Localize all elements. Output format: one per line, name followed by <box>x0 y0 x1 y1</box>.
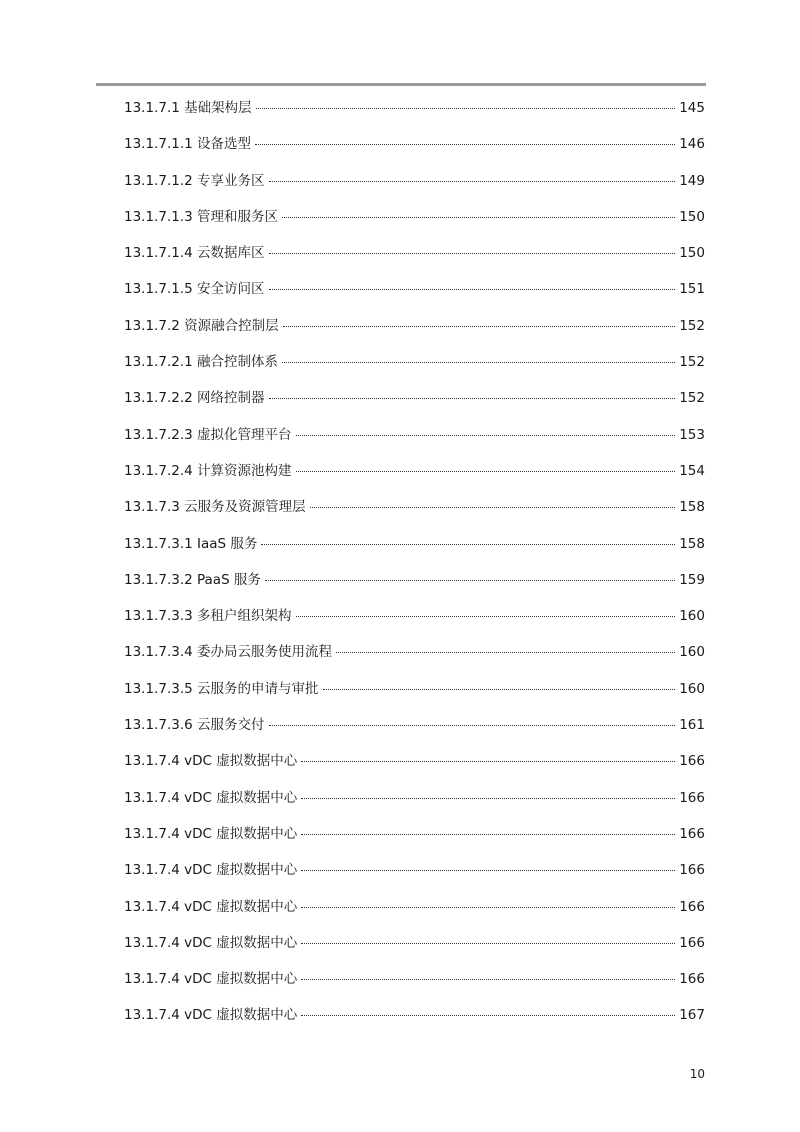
toc-entry[interactable] <box>124 352 705 388</box>
toc-entry-page-number[interactable]: 152 <box>679 390 705 407</box>
toc-entry-page-number[interactable]: 150 <box>679 245 705 262</box>
toc-entry-page-number[interactable]: 159 <box>679 571 705 588</box>
toc-dot-leader <box>256 107 676 109</box>
toc-entry[interactable] <box>124 606 705 642</box>
toc-entry-page-number[interactable]: 167 <box>679 1007 705 1024</box>
toc-entry-page-number[interactable]: 160 <box>679 680 705 697</box>
toc-entry-page-number[interactable]: 160 <box>679 644 705 661</box>
toc-entry-page-number[interactable]: 166 <box>679 825 705 842</box>
toc-entry-title[interactable]: 13.1.7.4 vDC 虚拟数据中心 <box>124 898 298 915</box>
toc-dot-leader <box>282 216 675 218</box>
toc-entry[interactable] <box>124 969 705 1005</box>
toc-entry-title[interactable]: 13.1.7.1 基础架构层 <box>124 100 252 116</box>
toc-entry-title[interactable]: 13.1.7.1.2 专享业务区 <box>124 172 265 189</box>
header-rule <box>96 83 706 86</box>
toc-entry-page-number[interactable]: 152 <box>679 317 705 334</box>
toc-entry[interactable] <box>124 788 705 824</box>
toc-dot-leader <box>301 978 675 980</box>
toc-entry[interactable] <box>124 860 705 896</box>
toc-entry-title[interactable]: 13.1.7.4 vDC 虚拟数据中心 <box>124 862 298 879</box>
toc-entry-title[interactable]: 13.1.7.4 vDC 虚拟数据中心 <box>124 934 298 951</box>
toc-entry-title[interactable]: 13.1.7.3 云服务及资源管理层 <box>124 499 306 516</box>
toc-entry[interactable] <box>124 207 705 243</box>
toc-entry-page-number[interactable]: 151 <box>679 281 705 298</box>
toc-entry-title[interactable]: 13.1.7.2.1 融合控制体系 <box>124 354 278 371</box>
toc-entry-title[interactable]: 13.1.7.3.4 委办局云服务使用流程 <box>124 644 332 661</box>
toc-entry[interactable] <box>124 243 705 279</box>
toc-dot-leader <box>301 797 675 799</box>
toc-entry-page-number[interactable]: 145 <box>679 100 705 116</box>
toc-dot-leader <box>282 361 675 363</box>
toc-entry[interactable] <box>124 279 705 315</box>
toc-entry-title[interactable]: 13.1.7.4 vDC 虚拟数据中心 <box>124 1007 298 1024</box>
toc-entry-title[interactable]: 13.1.7.3.1 IaaS 服务 <box>124 535 258 552</box>
toc-entry-page-number[interactable]: 146 <box>679 136 705 153</box>
toc-dot-leader <box>301 833 675 835</box>
toc-entry-title[interactable]: 13.1.7.3.3 多租户组织架构 <box>124 608 292 625</box>
toc-entry-page-number[interactable]: 152 <box>679 354 705 371</box>
toc-entry-page-number[interactable]: 158 <box>679 499 705 516</box>
toc-dot-leader <box>269 288 676 290</box>
toc-entry-title[interactable]: 13.1.7.1.4 云数据库区 <box>124 245 265 262</box>
toc-entry-page-number[interactable]: 160 <box>679 608 705 625</box>
toc-entry[interactable] <box>124 171 705 207</box>
toc-entry[interactable] <box>124 497 705 533</box>
toc-entry[interactable] <box>124 933 705 969</box>
toc-dot-leader <box>283 325 676 327</box>
toc-entry[interactable] <box>124 824 705 860</box>
toc-entry-title[interactable]: 13.1.7.3.2 PaaS 服务 <box>124 571 261 588</box>
toc-entry-title[interactable]: 13.1.7.4 vDC 虚拟数据中心 <box>124 753 298 770</box>
toc-dot-leader <box>269 397 676 399</box>
table-of-contents <box>124 98 705 1042</box>
toc-dot-leader <box>310 506 676 508</box>
toc-dot-leader <box>296 434 676 436</box>
toc-entry-title[interactable]: 13.1.7.3.5 云服务的申请与审批 <box>124 680 319 697</box>
toc-dot-leader <box>296 470 676 472</box>
toc-entry[interactable] <box>124 316 705 352</box>
toc-entry-title[interactable]: 13.1.7.2.3 虚拟化管理平台 <box>124 426 292 443</box>
toc-entry[interactable] <box>124 897 705 933</box>
toc-entry[interactable] <box>124 715 705 751</box>
toc-entry-page-number[interactable]: 166 <box>679 789 705 806</box>
toc-entry-page-number[interactable]: 166 <box>679 934 705 951</box>
toc-entry[interactable] <box>124 388 705 424</box>
toc-entry-page-number[interactable]: 150 <box>679 208 705 225</box>
toc-entry-title[interactable]: 13.1.7.1.5 安全访问区 <box>124 281 265 298</box>
toc-entry-page-number[interactable]: 166 <box>679 753 705 770</box>
toc-entry[interactable] <box>124 134 705 170</box>
toc-entry[interactable] <box>124 1005 705 1041</box>
toc-entry-title[interactable]: 13.1.7.2.2 网络控制器 <box>124 390 265 407</box>
toc-entry-title[interactable]: 13.1.7.2.4 计算资源池构建 <box>124 462 292 479</box>
toc-entry-page-number[interactable]: 154 <box>679 462 705 479</box>
toc-entry[interactable] <box>124 425 705 461</box>
toc-dot-leader <box>269 724 676 726</box>
toc-entry[interactable] <box>124 98 705 134</box>
toc-entry-page-number[interactable]: 153 <box>679 426 705 443</box>
toc-entry-title[interactable]: 13.1.7.4 vDC 虚拟数据中心 <box>124 825 298 842</box>
toc-dot-leader <box>301 760 675 762</box>
toc-entry-page-number[interactable]: 158 <box>679 535 705 552</box>
toc-entry[interactable] <box>124 642 705 678</box>
toc-entry-title[interactable]: 13.1.7.2 资源融合控制层 <box>124 317 279 334</box>
toc-dot-leader <box>265 579 675 581</box>
toc-entry-page-number[interactable]: 149 <box>679 172 705 189</box>
toc-dot-leader <box>301 906 675 908</box>
toc-dot-leader <box>301 869 675 871</box>
toc-entry-page-number[interactable]: 166 <box>679 862 705 879</box>
toc-dot-leader <box>296 615 676 617</box>
toc-dot-leader <box>269 180 676 182</box>
toc-entry-page-number[interactable]: 166 <box>679 898 705 915</box>
toc-entry-title[interactable]: 13.1.7.3.6 云服务交付 <box>124 717 265 734</box>
toc-entry-title[interactable]: 13.1.7.4 vDC 虚拟数据中心 <box>124 789 298 806</box>
toc-dot-leader <box>301 942 675 944</box>
toc-entry[interactable] <box>124 534 705 570</box>
toc-entry[interactable] <box>124 751 705 787</box>
toc-entry[interactable] <box>124 570 705 606</box>
toc-entry-title[interactable]: 13.1.7.1.3 管理和服务区 <box>124 208 278 225</box>
toc-dot-leader <box>336 651 675 653</box>
toc-dot-leader <box>255 143 675 145</box>
toc-dot-leader <box>269 252 676 254</box>
page-number: 10 <box>689 1067 705 1081</box>
toc-entry[interactable] <box>124 679 705 715</box>
toc-entry-title[interactable]: 13.1.7.4 vDC 虚拟数据中心 <box>124 971 298 988</box>
toc-dot-leader <box>261 543 675 545</box>
toc-entry[interactable] <box>124 461 705 497</box>
toc-dot-leader <box>323 688 676 690</box>
toc-entry-title[interactable]: 13.1.7.1.1 设备选型 <box>124 136 251 153</box>
toc-entry-page-number[interactable]: 166 <box>679 971 705 988</box>
toc-entry-page-number[interactable]: 161 <box>679 717 705 734</box>
toc-dot-leader <box>301 1014 675 1016</box>
